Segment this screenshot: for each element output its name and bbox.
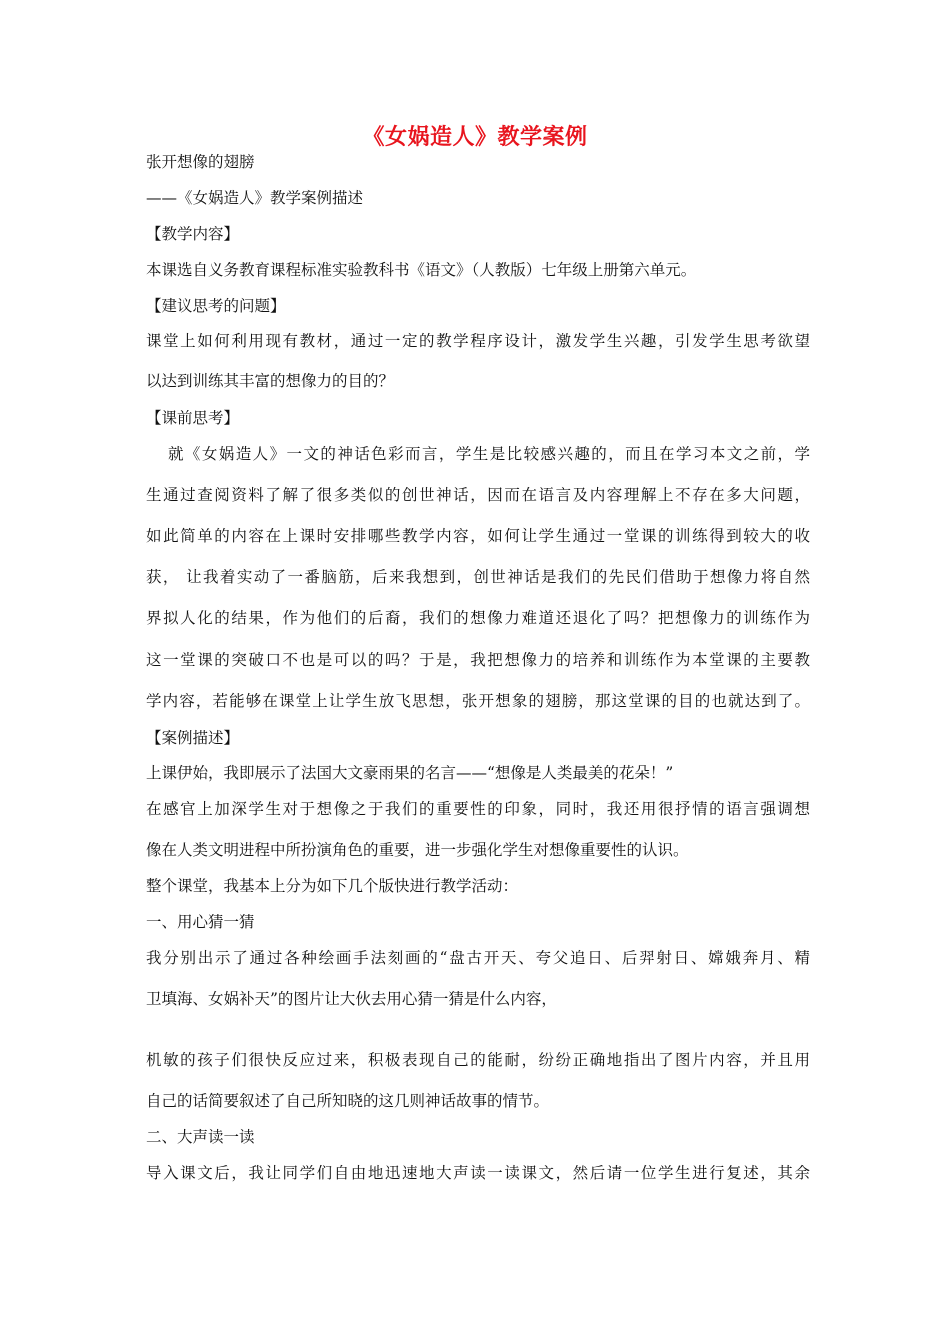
section-heading-pre-class-thinking: 【课前思考】 <box>146 409 240 427</box>
paragraph-line: 生通过查阅资料了解了很多类似的创世神话，因而在语言及内容理解上不存在多大问题， <box>146 486 810 504</box>
paragraph-line: 在感官上加深学生对于想像之于我们的重要性的印象，同时，我还用很抒情的语言强调想 <box>146 800 810 818</box>
paragraph-line: 这一堂课的突破口不也是可以的吗？于是，我把想像力的培养和训练作为本堂课的主要教 <box>146 651 810 669</box>
paragraph-line: 上课伊始，我即展示了法国大文豪雨果的名言——“想像是人类最美的花朵！” <box>146 764 674 782</box>
paragraph-line: 自己的话简要叙述了自己所知晓的这几则神话故事的情节。 <box>146 1092 550 1110</box>
paragraph-line: 课堂上如何利用现有教材，通过一定的教学程序设计，激发学生兴趣，引发学生思考欲望 <box>146 332 810 350</box>
paragraph-line: 我分别出示了通过各种绘画手法刻画的“盘古开天、夸父追日、后羿射日、嫦娥奔月、精 <box>146 949 810 967</box>
paragraph-line: 学内容，若能够在课堂上让学生放飞思想，张开想象的翅膀，那这堂课的目的也就达到了。 <box>146 692 810 710</box>
paragraph-line: 整个课堂，我基本上分为如下几个版快进行教学活动： <box>146 877 519 895</box>
paragraph-line: 如此简单的内容在上课时安排哪些教学内容，如何让学生通过一堂课的训练得到较大的收 <box>146 527 810 545</box>
section-heading-teaching-content: 【教学内容】 <box>146 225 240 243</box>
paragraph-line: 导入课文后，我让同学们自由地迅速地大声读一读课文，然后请一位学生进行复述，其余 <box>146 1164 810 1182</box>
subtitle-line: 张开想像的翅膀 <box>146 153 255 171</box>
paragraph-line: 以达到训练其丰富的想像力的目的？ <box>146 372 395 390</box>
paragraph-line: 本课选自义务教育课程标准实验教科书《语文》（人教版）七年级上册第六单元。 <box>146 261 697 279</box>
subheading-read-aloud: 二、大声读一读 <box>146 1128 255 1146</box>
paragraph-line: 像在人类文明进程中所扮演角色的重要，进一步强化学生对想像重要性的认识。 <box>146 841 689 859</box>
subheading-guess: 一、用心猜一猜 <box>146 913 255 931</box>
subtitle-description-line: ——《女娲造人》教学案例描述 <box>146 189 364 207</box>
document-title: 《女娲造人》教学案例 <box>362 124 588 150</box>
paragraph-line: 界拟人化的结果，作为他们的后裔，我们的想像力难道还退化了吗？把想像力的训练作为 <box>146 609 810 627</box>
paragraph-line: 就《女娲造人》一文的神话色彩而言，学生是比较感兴趣的，而且在学习本文之前，学 <box>168 445 810 463</box>
paragraph-line: 卫填海、女娲补天”的图片让大伙去用心猜一猜是什么内容， <box>146 990 557 1008</box>
paragraph-line: 机敏的孩子们很快反应过来，积极表现自己的能耐，纷纷正确地指出了图片内容，并且用 <box>146 1051 810 1069</box>
section-heading-suggested-questions: 【建议思考的问题】 <box>146 297 286 315</box>
paragraph-line: 获， 让我着实动了一番脑筋，后来我想到，创世神话是我们的先民们借助于想像力将自然 <box>146 568 810 586</box>
section-heading-case-description: 【案例描述】 <box>146 729 240 747</box>
